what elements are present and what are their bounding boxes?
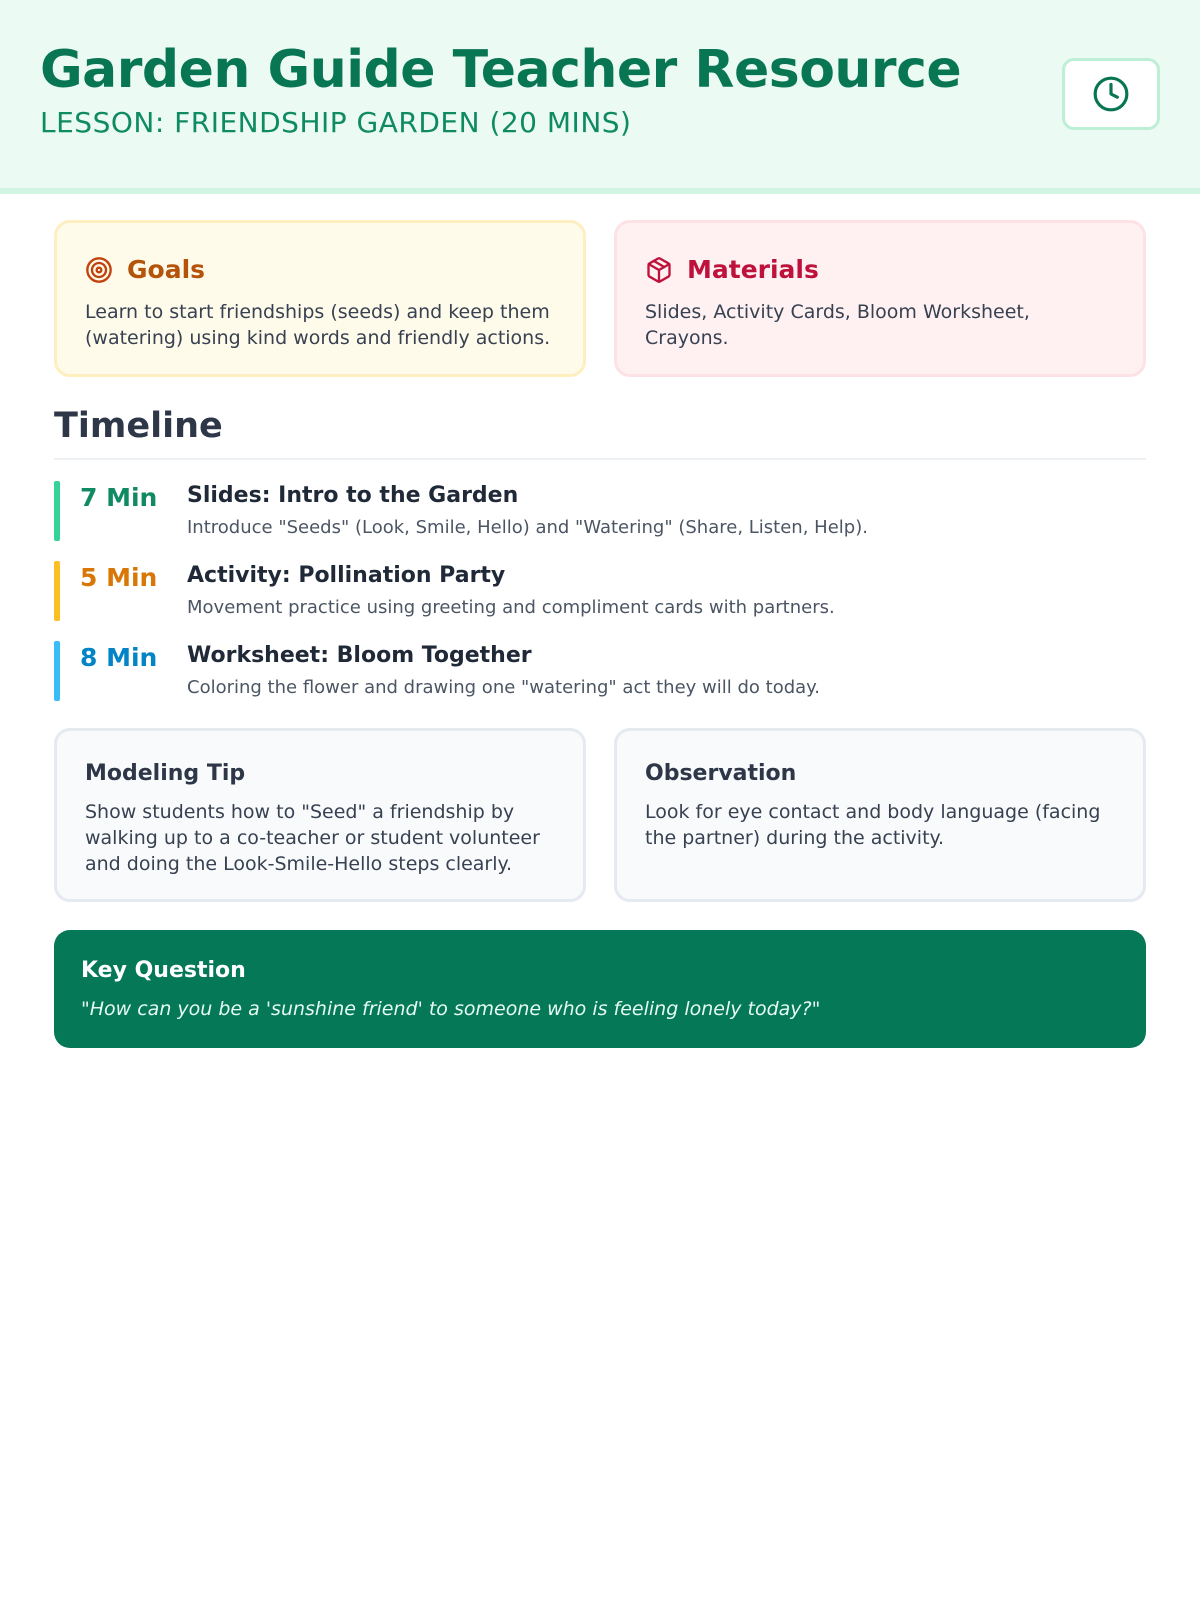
goals-title: Goals <box>127 255 206 284</box>
box-icon <box>645 256 673 284</box>
timeline-title: Slides: Intro to the Garden <box>187 483 519 508</box>
page-title: Garden Guide Teacher Resource <box>40 40 962 100</box>
timeline-duration: 8 Min <box>80 643 158 672</box>
timeline-description: Movement practice using greeting and compliment cards with partners. <box>187 597 835 618</box>
key-question-title: Key Question <box>81 958 246 983</box>
timeline-title: Activity: Pollination Party <box>187 563 506 588</box>
target-icon <box>85 256 113 284</box>
goals-card <box>54 220 586 377</box>
timer-button[interactable] <box>1062 58 1160 130</box>
timeline-bar <box>54 641 60 701</box>
divider <box>54 458 1146 460</box>
timeline-item <box>54 481 1146 541</box>
clock-icon <box>1092 75 1130 113</box>
page-header <box>0 0 1200 194</box>
timeline-duration: 7 Min <box>80 483 158 512</box>
timeline-description: Coloring the flower and drawing one "watering" act they will do today. <box>187 677 820 698</box>
key-question-card <box>54 930 1146 1048</box>
timeline-description: Introduce "Seeds" (Look, Smile, Hello) and "Watering" (Share, Listen, Help). <box>187 517 868 538</box>
timeline-title: Worksheet: Bloom Together <box>187 643 532 668</box>
materials-text: Slides, Activity Cards, Bloom Worksheet, Crayons. <box>645 301 1030 349</box>
timeline-item <box>54 561 1146 621</box>
materials-card <box>614 220 1146 377</box>
lesson-subtitle: LESSON: FRIENDSHIP GARDEN (20 MINS) <box>40 106 632 139</box>
observation-card <box>614 728 1146 902</box>
observation-title: Observation <box>645 761 797 786</box>
goals-text: Learn to start friendships (seeds) and keep them (watering) using kind words and friendly actions. <box>85 301 551 349</box>
timeline-duration: 5 Min <box>80 563 158 592</box>
timeline-heading: Timeline <box>54 406 223 446</box>
timeline-item <box>54 641 1146 701</box>
modeling-tip-text: Show students how to "Seed" a friendship by walking up to a co-teacher or student volunteer and doing the Look-Smile-Hello steps clearly. <box>85 801 540 875</box>
key-question-quote: "How can you be a 'sunshine friend' to someone who is feeling lonely today?" <box>81 998 821 1020</box>
timeline-bar <box>54 561 60 621</box>
observation-text: Look for eye contact and body language (facing the partner) during the activity. <box>645 801 1101 849</box>
timeline-bar <box>54 481 60 541</box>
materials-title: Materials <box>687 255 819 284</box>
modeling-tip-title: Modeling Tip <box>85 761 246 786</box>
modeling-tip-card <box>54 728 586 902</box>
